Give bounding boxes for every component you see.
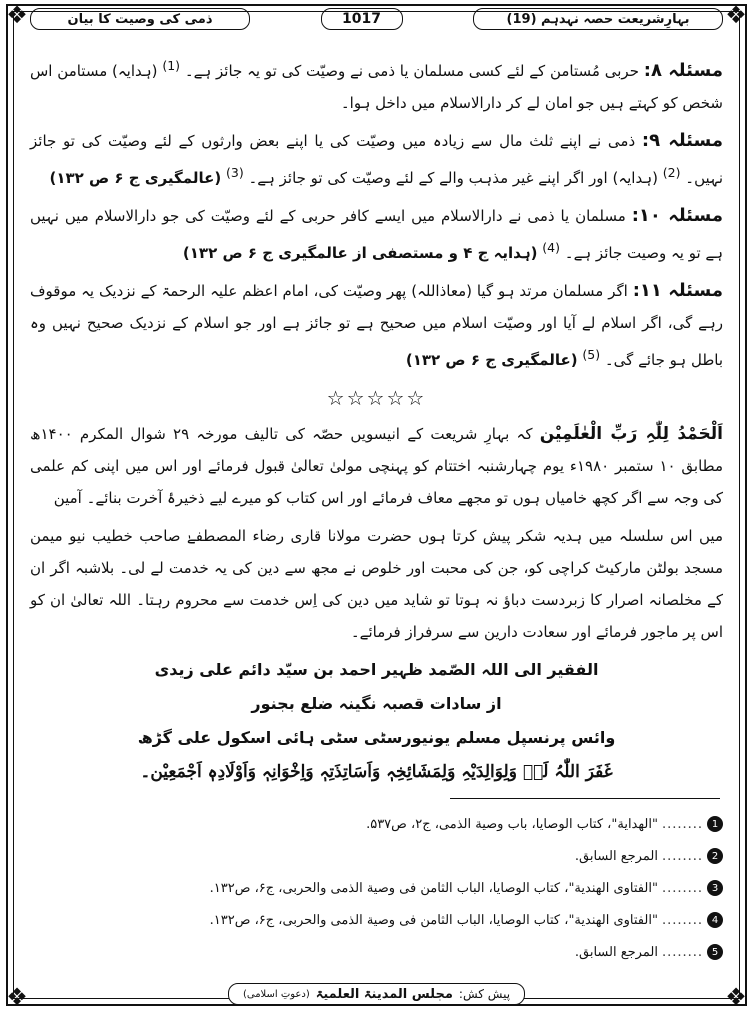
source-ref: (ہدایہ ج ۴ و مستصفی از عالمگیری ج ۶ ص ۱۳۲) bbox=[182, 244, 538, 262]
footnote-dots: ........ bbox=[661, 848, 703, 864]
star-divider: ☆☆☆☆☆ bbox=[326, 386, 427, 410]
page-number: 1017 bbox=[321, 8, 403, 30]
footnote-dots: ........ bbox=[661, 944, 703, 960]
masla-label: مسئلہ ۱۱: bbox=[632, 280, 723, 301]
footer-prefix: پیش کش: bbox=[458, 987, 511, 1001]
masla-label: مسئلہ ۸: bbox=[643, 60, 723, 81]
masla-10 bbox=[30, 200, 723, 269]
masla-text: اگر مسلمان مرتد ہو گیا (معاذاللہ) پھر وصیّت کی، امام اعظم علیہ الرحمۃ کے نزدیک یہ موقوف رہے گی، اگر اسلام لے آیا اور وصیّت اسلام میں صحیح ہے تو جائز ہے اور جو اسلام کے نزدیک صحیح نہیں وہ باطل ہو جائے گی۔ bbox=[30, 282, 723, 369]
footnote-text: "الهداية"، كتاب الوصايا، باب وصية الذمى، ج۲، ص۵۳۷. bbox=[366, 816, 658, 832]
footnote-dots: ........ bbox=[661, 816, 703, 832]
corner-ornament-icon: ❖ bbox=[725, 983, 747, 1011]
footnote-number: 1 bbox=[707, 816, 723, 832]
publisher-name: مجلس المدینۃ العلمیۃ bbox=[315, 986, 453, 1002]
closing-text: کہ بہارِ شریعت کے انیسویں حصّہ کی تالیف مورخہ ۲۹ شوال المکرم ۱۴۰۰ھ مطابق ۱۰ ستمبر ۱۹۸۰ء یوم چہارشنبہ اختتام کو پہنچی مولیٰ تعالیٰ قبول فرمائے اور اس میں اپنی کم علمی کی وجہ سے اگر کچھ خامیاں ہوں تو مجھے معاف فرمائے اور اس کتاب کو میرے لیے ذخیرۂ آخرت بنائے۔ آمین bbox=[30, 425, 723, 507]
page-body bbox=[30, 50, 723, 788]
footnote-text: المرجع السابق. bbox=[574, 848, 658, 864]
footnote-item bbox=[30, 808, 723, 840]
masla-label: مسئلہ ۹: bbox=[641, 130, 723, 151]
hamd-text: اَلْحَمْدُ لِلّٰہِ رَبِّ الْعٰلَمِیْن bbox=[539, 424, 723, 444]
footnote-ref[interactable]: (1) bbox=[162, 58, 181, 73]
book-title: بہارِشریعت حصہ نہدہم (19) bbox=[473, 8, 723, 30]
source-ref: (عالمگیری ج ۶ ص ۱۳۲) bbox=[49, 169, 222, 187]
page-footer bbox=[0, 983, 753, 1005]
closing-paragraph bbox=[30, 418, 723, 514]
footnote-divider bbox=[450, 798, 720, 799]
masla-tail: (ہدایہ) اور اگر اپنے غیر مذہب والے کے لئے وصیّت کی تو جائز ہے۔ bbox=[248, 169, 658, 187]
footnote-number: 3 bbox=[707, 880, 723, 896]
publisher-sub: (دعوتِ اسلامی) bbox=[242, 988, 310, 1000]
footnote-item bbox=[30, 840, 723, 872]
footnote-number: 5 bbox=[707, 944, 723, 960]
chapter-title: ذمی کی وصیت کا بیان bbox=[30, 8, 250, 30]
footnote-text: المرجع السابق. bbox=[574, 944, 658, 960]
dua-line: غَفَرَ اللّٰہُ لَہٗ وَلِوَالِدَیْہِ وَلِمَشَائِخِہٖ وَاَسَاتِذَتِہٖ وَاِخْوَانِہٖ وَاَوْلَادِہٖ اَجْمَعِیْن۔ bbox=[140, 762, 613, 782]
footnote-number: 2 bbox=[707, 848, 723, 864]
page-header bbox=[30, 6, 723, 32]
footnote-text: "الفتاوى الهندية"، كتاب الوصايا، الباب الثامن فى وصية الذمى والحربى، ج۶، ص۱۳۲. bbox=[209, 880, 658, 896]
corner-ornament-icon: ❖ bbox=[6, 1, 28, 29]
footnote-text: "الفتاوى الهندية"، كتاب الوصايا، الباب الثامن فى وصية الذمى والحربى، ج۶، ص۱۳۲. bbox=[209, 912, 658, 928]
masla-text: مسلمان یا ذمی نے دارالاسلام میں ایسے کافر حربی کے لئے وصیّت کی جو دارالاسلام میں نہیں ہے تو یہ وصیت جائز ہے۔ bbox=[30, 207, 723, 262]
footnote-item bbox=[30, 872, 723, 904]
masla-text: ذمی نے اپنے ثلث مال سے زیادہ میں وصیّت کی یا اپنے بعض وارثوں کے لئے وصیّت کی تو جائز نہیں۔ bbox=[30, 132, 723, 187]
source-ref: (عالمگیری ج ۶ ص ۱۳۲) bbox=[405, 351, 578, 369]
masla-8 bbox=[30, 50, 723, 119]
masla-9 bbox=[30, 125, 723, 194]
thanks-paragraph: میں اس سلسلہ میں ہدیہ شکر پیش کرتا ہوں حضرت مولانا قاری رضاء المصطفےٰ صاحب خطیب نیو میمن مسجد بولٹن مارکیٹ کراچی کو، جن کی محبت اور خلوص نے مجھ سے دین کی یہ خدمت لے لی۔ بلاشبہ اگر ان کے مخلصانہ اصرار کا زبردست دباؤ نہ ہوتا تو شاید میں دین کی اِس خدمت سے محروم رہتا۔ اللہ تعالیٰ ان کو اس پر ماجور فرمائے اور سعادت دارین سے سرفراز فرمائے۔ bbox=[30, 527, 723, 641]
signature-origin: از سادات قصبہ نگینہ ضلع بجنور bbox=[251, 694, 502, 713]
footnote-ref[interactable]: (4) bbox=[542, 240, 561, 255]
footnote-item bbox=[30, 936, 723, 968]
masla-tail: (ہدایہ) مستامن اس شخص کو کہتے ہیں جو امان لے کر دارالاسلام میں داخل ہوا۔ bbox=[30, 62, 723, 112]
masla-label: مسئلہ ۱۰: bbox=[631, 205, 723, 226]
footnote-number: 4 bbox=[707, 912, 723, 928]
footnote-item bbox=[30, 904, 723, 936]
signature-title: وائس پرنسپل مسلم یونیورسٹی سٹی ہائی اسکول علی گڑھ bbox=[137, 728, 616, 747]
masla-11 bbox=[30, 275, 723, 376]
masla-text: حربی مُستامن کے لئے کسی مسلمان یا ذمی نے وصیّت کی تو یہ جائز ہے۔ bbox=[184, 62, 639, 80]
corner-ornament-icon: ❖ bbox=[725, 1, 747, 29]
footnote-ref[interactable]: (5) bbox=[582, 347, 601, 362]
publisher-box bbox=[228, 983, 525, 1005]
footnote-ref[interactable]: (3) bbox=[225, 165, 244, 180]
footnote-dots: ........ bbox=[661, 912, 703, 928]
footnotes bbox=[30, 808, 723, 968]
footnote-ref[interactable]: (2) bbox=[662, 165, 681, 180]
signature-name: الفقیر الی اللہ الصّمد ظہیر احمد بن سیّد دائم علی زیدی bbox=[154, 660, 599, 679]
corner-ornament-icon: ❖ bbox=[6, 983, 28, 1011]
footnote-dots: ........ bbox=[661, 880, 703, 896]
